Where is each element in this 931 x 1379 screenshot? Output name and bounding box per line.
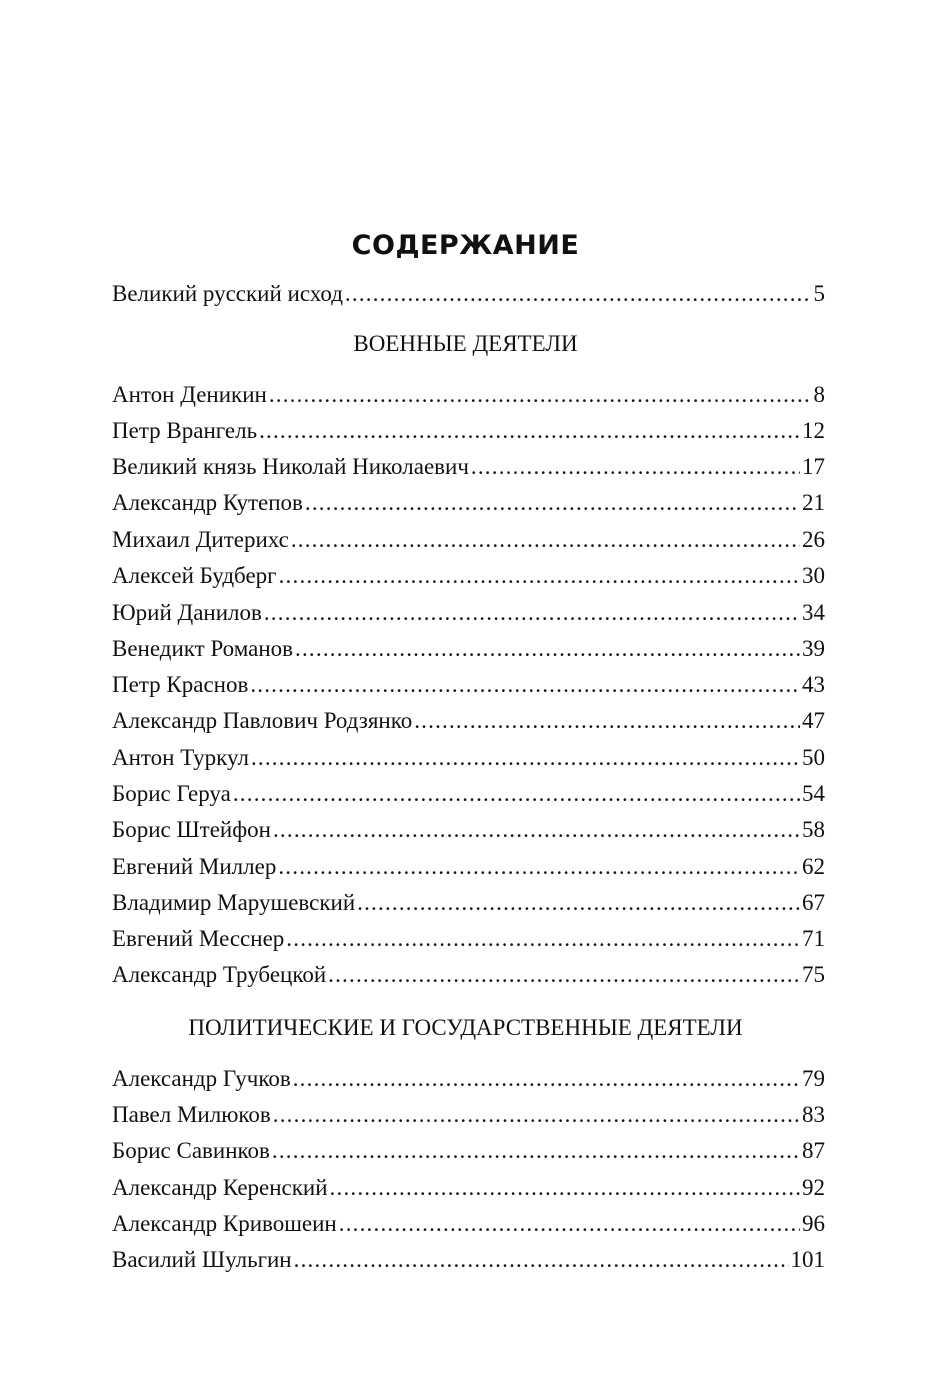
toc-entry — [112, 779, 825, 809]
toc-entry-title: Венедикт Романов — [112, 636, 294, 661]
toc-entry-page: 50 — [802, 745, 825, 770]
toc-entry-title: Великий князь Николай Николаевич — [112, 454, 469, 479]
dot-leader — [264, 598, 800, 628]
dot-leader — [293, 1064, 800, 1094]
dot-leader — [330, 1173, 800, 1203]
toc-entry-page: 5 — [813, 281, 825, 306]
dot-leader — [345, 279, 812, 309]
toc-entry-title: Антон Деникин — [112, 382, 267, 407]
dot-leader — [357, 888, 800, 918]
toc-entry — [112, 815, 825, 845]
toc-entry — [112, 960, 825, 990]
toc-entry-page: 39 — [802, 636, 825, 661]
toc-entry-title: Александр Керенский — [112, 1175, 328, 1200]
toc-entry — [112, 743, 825, 773]
toc-entry-page: 71 — [802, 926, 825, 951]
toc-entry — [112, 670, 825, 700]
toc-entry-title: Борис Штейфон — [112, 817, 271, 842]
toc-entry-page: 83 — [802, 1102, 825, 1127]
toc-entry-page: 17 — [802, 454, 825, 479]
toc-entry — [112, 1209, 825, 1239]
toc-entry-page: 58 — [802, 817, 825, 842]
toc-entry-title: Петр Врангель — [112, 418, 258, 443]
dot-leader — [294, 1245, 789, 1275]
toc-entry — [112, 1173, 825, 1203]
toc-entry-title: Александр Павлович Родзянко — [112, 708, 413, 733]
toc-entry-page: 43 — [802, 672, 825, 697]
dot-leader — [278, 852, 800, 882]
toc-entry — [112, 1136, 825, 1166]
toc-entry-title: Борис Савинков — [112, 1138, 270, 1163]
dot-leader — [328, 960, 800, 990]
toc-entry — [112, 488, 825, 518]
toc-entry-page: 8 — [813, 382, 825, 407]
toc-entry-title: Борис Геруа — [112, 781, 231, 806]
toc-entry-page: 34 — [802, 600, 825, 625]
toc-entry — [112, 924, 825, 954]
toc-entry-page: 96 — [802, 1211, 825, 1236]
toc-entry — [112, 598, 825, 628]
dot-leader — [286, 924, 800, 954]
dot-leader — [339, 1209, 800, 1239]
toc-entry-title: Василий Шульгин — [112, 1247, 292, 1272]
dot-leader — [269, 380, 812, 410]
toc-entry — [112, 452, 825, 482]
dot-leader — [471, 452, 800, 482]
toc-entry — [112, 852, 825, 882]
toc-entry-page: 12 — [802, 418, 825, 443]
dot-leader — [291, 525, 800, 555]
toc-entry-page: 67 — [802, 890, 825, 915]
toc-entry — [112, 525, 825, 555]
toc-entry-page: 79 — [802, 1066, 825, 1091]
dot-leader — [305, 488, 800, 518]
dot-leader — [233, 779, 800, 809]
toc-entry — [112, 634, 825, 664]
toc-entry-page: 30 — [802, 563, 825, 588]
toc-entry-title: Владимир Марушевский — [112, 890, 356, 915]
toc-entry-title: Александр Кривошеин — [112, 1211, 337, 1236]
toc-entry-intro — [112, 279, 825, 309]
toc-entry — [112, 1064, 825, 1094]
toc-entry-page: 87 — [802, 1138, 825, 1163]
toc-entry-title: Евгений Миллер — [112, 854, 277, 879]
dot-leader — [250, 670, 800, 700]
toc-entry-page: 21 — [802, 490, 825, 515]
toc-entry — [112, 380, 825, 410]
toc-entry-page: 62 — [802, 854, 825, 879]
toc-entry-title: Евгений Месснер — [112, 926, 285, 951]
toc-entry — [112, 706, 825, 736]
section-heading-military: ВОЕННЫЕ ДЕЯТЕЛИ — [353, 331, 578, 356]
toc-entry-page: 101 — [790, 1247, 825, 1272]
toc-entry-page: 92 — [802, 1175, 825, 1200]
toc-entry-title: Юрий Данилов — [112, 600, 262, 625]
dot-leader — [273, 815, 800, 845]
toc-entry-title: Великий русский исход — [112, 281, 343, 306]
section-heading-political: ПОЛИТИЧЕСКИЕ И ГОСУДАРСТВЕННЫЕ ДЕЯТЕЛИ — [188, 1015, 743, 1040]
dot-leader — [295, 634, 800, 664]
toc-entry — [112, 1100, 825, 1130]
toc-entry-title: Александр Трубецкой — [112, 962, 327, 987]
dot-leader — [279, 561, 800, 591]
toc-entry-page: 75 — [802, 962, 825, 987]
toc-entry-title: Антон Туркул — [112, 745, 249, 770]
page-title: СОДЕРЖАНИЕ — [351, 230, 580, 261]
toc-entry-title: Петр Краснов — [112, 672, 249, 697]
toc-entry-title: Михаил Дитерихс — [112, 527, 289, 552]
dot-leader — [273, 1100, 800, 1130]
toc-entry-title: Алексей Будберг — [112, 563, 277, 588]
toc-entry — [112, 561, 825, 591]
toc-entry-page: 47 — [802, 708, 825, 733]
toc-entry-title: Александр Гучков — [112, 1066, 291, 1091]
toc-entry-title: Павел Милюков — [112, 1102, 271, 1127]
toc-entry-page: 54 — [802, 781, 825, 806]
dot-leader — [259, 416, 800, 446]
dot-leader — [272, 1136, 800, 1166]
toc-entry-title: Александр Кутепов — [112, 490, 303, 515]
toc-entry — [112, 888, 825, 918]
dot-leader — [414, 706, 800, 736]
toc-entry-page: 26 — [802, 527, 825, 552]
toc-entry — [112, 1245, 825, 1275]
dot-leader — [251, 743, 800, 773]
toc-entry — [112, 416, 825, 446]
